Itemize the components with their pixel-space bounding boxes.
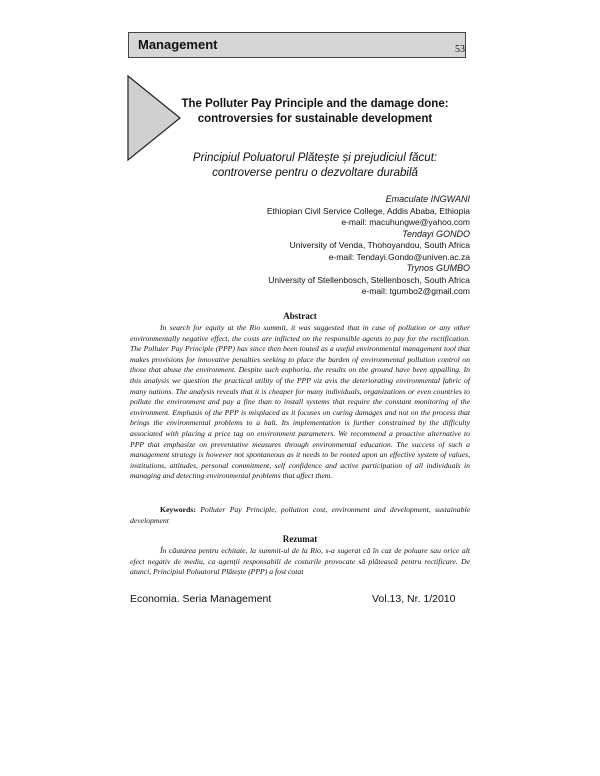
abstract-text: In search for equity at the Rio summit, it was suggested that in case of pollution or any other environmentally negative effect, the costs are inflicted on the responsible agents to pay for the rectification. The Polluter Pay Principle (PPP) has since then been touted as a useful environmental management tool that makes provisions for innovative penalties seeking to place the burden of environmental pollution control on those that abuse the environment. Despite such euphoria, the results on the ground have been appalling. In this analysis we question the practical utility of the PPP viz avis the deteriorating environmental fabric of many nations. The analysis reveals that it is cheaper for many individuals, organizations or even countries to pollute the environment and pay a fine than to install systems that require the constant monitoring of the environment. Emphasis of the PPP is misplaced as it focuses on curing damages and not on the process that brings the environmental problems to a halt. Its implementation is further constrained by the difficulty associated with placing a price tag on environment parameters. We recommend a proactive alternative to PPP that emphasize on preventative measures through environmental education. The success of such a management strategy is however not spontaneous as it needs to be rooted upon an effective system of values, institutions, attitudes, personal commitment, self confidence and active participation of all individuals in managing and detecting environmental problems that affect them. (130, 323, 470, 481)
keywords-text: Polluter Pay Principle, pollution cost, environment and development, sustainable development (130, 505, 470, 525)
footer-journal: Economia. Seria Management (130, 593, 272, 605)
abstract-heading: Abstract (283, 311, 317, 321)
author-name: Trynos GUMBO (406, 263, 470, 273)
section-label: Management (138, 37, 218, 52)
article-title: The Polluter Pay Principle and the damage done: controversies for sustainable development (181, 98, 449, 125)
author-name: Tendayi GONDO (402, 228, 470, 239)
author-email: e-mail: tgumbo2@gmail.com (361, 286, 470, 296)
article-subtitle: Principiul Poluatorul Plătește și prejudiciul făcut: controverse pentru o dezvoltare durabilă (192, 152, 438, 179)
author-affiliation: University of Stellenbosch, Stellenbosch, South Africa (268, 274, 470, 285)
rezumat-text: În căutarea pentru echitate, la summit-ul de la Rio, s-a sugerat că în caz de poluare sau orice alt efect negativ de mediu, ca agenții responsabili de costurile provocate să plătească pentru rectificare. De atunci, Principiul Poluatorul Plătește (PPP) a fost cotat (130, 546, 470, 577)
author-name: Emaculate INGWANI (385, 194, 470, 204)
keywords (130, 505, 470, 526)
author-block (150, 194, 470, 298)
keywords-label: Keywords: (160, 505, 196, 514)
page-number: 53 (455, 44, 465, 55)
arrow-decoration-icon (128, 76, 180, 160)
author-email: e-mail: Tendayi.Gondo@univen.ac.za (328, 251, 470, 262)
rezumat-heading: Rezumat (282, 534, 318, 544)
author-affiliation: University of Venda, Thohoyandou, South Africa (289, 240, 470, 250)
footer-volume: Vol.13, Nr. 1/2010 (372, 593, 456, 605)
author-email: e-mail: macuhungwe@yahoo.com (341, 217, 470, 227)
author-affiliation: Ethiopian Civil Service College, Addis Ababa, Ethiopia (266, 205, 470, 216)
